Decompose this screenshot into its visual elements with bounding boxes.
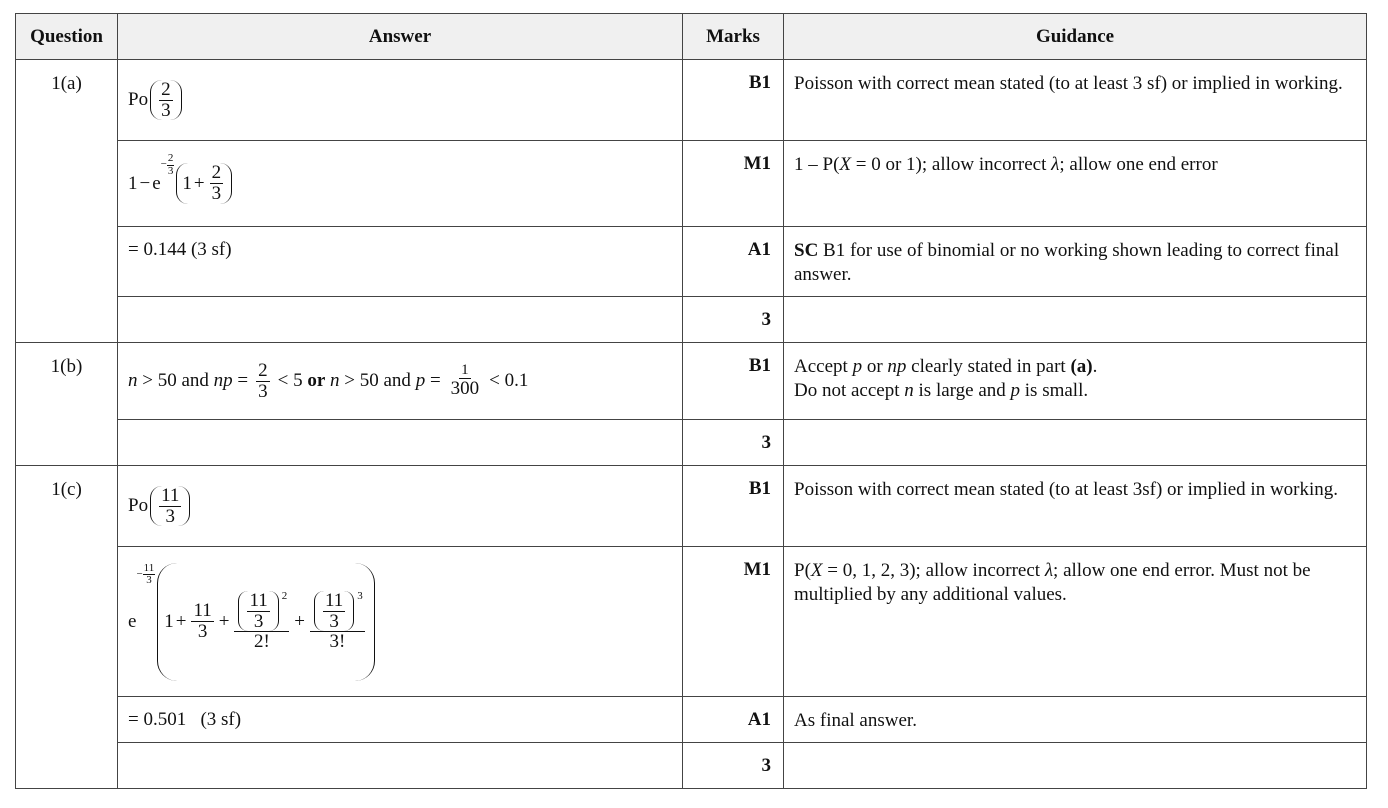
mark-scheme-table [15,13,1367,789]
fraction-denominator: 3! [329,631,346,653]
fraction-numerator: 11 [249,589,268,611]
parenthesis [150,486,190,527]
math-operator: = [232,370,249,391]
table-row [16,466,1367,547]
guidance-cell [784,297,1367,343]
answer-cell [118,60,683,141]
answer-cell [118,547,683,697]
parenthesis [157,563,375,681]
math-operator: − [160,158,167,171]
marks-cell: B1 [683,60,784,141]
answer-cell: = 0.501 (3 sf) [118,697,683,743]
math-expression [128,563,377,681]
guidance-bold: SC [794,240,819,261]
answer-cell [118,141,683,227]
answer-cell: = 0.144 (3 sf) [118,227,683,297]
poisson-symbol: Po [128,89,149,110]
guidance-text: = 0, 1, 2, 3); allow incorrect [822,560,1045,581]
fraction-numerator [234,591,289,633]
answer-cell [118,420,683,466]
table-row [16,743,1367,789]
guidance-variable: λ [1051,154,1060,175]
guidance-cell [784,420,1367,466]
math-term: 1 [164,610,174,632]
fraction-denominator: 3 [253,610,264,632]
math-variable: np [213,370,233,391]
guidance-variable: p [852,356,863,377]
header-row [16,14,1367,60]
guidance-variable: X [839,154,852,175]
fraction-numerator: 11 [161,484,180,506]
guidance-cell: Poisson with correct mean stated (to at least 3sf) or implied in working. [784,466,1367,547]
fraction-numerator [310,591,365,633]
math-operator: + [175,610,187,632]
exponent: 3 [357,589,363,602]
question-label: 1(a) [16,60,118,343]
question-label: 1(b) [16,343,118,466]
math-term: e [152,172,161,194]
math-operator: = [425,370,441,391]
math-text: < 0.1 [489,370,529,391]
question-label: 1(c) [16,466,118,789]
fraction-numerator: 2 [258,359,268,381]
fraction-denominator: 3 [167,164,174,177]
guidance-text: Do not accept [794,380,905,401]
math-text: > 50 and [339,370,416,391]
math-operator: + [193,172,205,194]
fraction-numerator: 2 [167,152,174,165]
fraction-denominator: 3 [329,610,339,632]
fraction-denominator: 3 [165,505,175,527]
guidance-variable: X [810,560,823,581]
table-row [16,547,1367,697]
math-operator: + [294,610,305,632]
answer-cell [118,343,683,420]
fraction-numerator: 11 [143,561,155,574]
answer-cell [118,297,683,343]
guidance-text: P( [794,560,811,581]
marks-total: 3 [683,420,784,466]
math-variable: n [128,370,138,391]
marks-total: 3 [683,297,784,343]
math-term: e [128,610,137,632]
fraction-numerator: 11 [325,589,344,611]
answer-cell [118,466,683,547]
table-row [16,343,1367,420]
header-answer: Answer [118,14,683,60]
guidance-bold: (a) [1070,356,1093,377]
poisson-symbol: Po [128,495,149,516]
math-text: > 50 and [137,370,214,391]
fraction-denominator: 3 [258,380,268,402]
guidance-line [794,379,1356,403]
table-row [16,141,1367,227]
header-question: Question [16,14,118,60]
marks-cell: A1 [683,227,784,297]
table-row [16,297,1367,343]
fraction-numerator: 11 [193,600,212,622]
exponent [161,153,175,177]
marks-cell: A1 [683,697,784,743]
guidance-cell [784,227,1367,297]
guidance-variable: λ [1044,560,1054,581]
math-text: < 5 [277,370,308,391]
guidance-text: 1 – P( [794,154,840,175]
table-row [16,697,1367,743]
guidance-cell [784,743,1367,789]
fraction-numerator: 2 [161,78,171,100]
guidance-cell: As final answer. [784,697,1367,743]
guidance-text: Accept [794,356,853,377]
math-expression [128,152,234,204]
guidance-text: is small. [1020,380,1089,401]
table-row [16,60,1367,141]
guidance-text: or [862,356,888,377]
guidance-text: . [1092,356,1098,377]
guidance-line [794,355,1356,379]
guidance-cell: Poisson with correct mean stated (to at least 3 sf) or implied in working. [784,60,1367,141]
math-operator: − [136,567,143,580]
guidance-variable: n [904,380,914,401]
guidance-cell [784,547,1367,697]
exponent: 2 [281,589,288,602]
guidance-text: ; allow one end error. Must not be multiplied by any additional values. [794,560,1311,605]
math-expression [128,361,528,402]
fraction-denominator: 3 [146,574,152,587]
marks-cell: M1 [683,547,784,697]
guidance-text: ; allow one end error [1059,154,1218,175]
marks-total: 3 [683,743,784,789]
header-guidance: Guidance [784,14,1367,60]
header-marks: Marks [683,14,784,60]
guidance-variable: np [887,356,907,377]
math-variable: n [325,370,340,391]
fraction-denominator: 3 [211,183,222,204]
marks-cell: M1 [683,141,784,227]
math-bold: or [307,370,326,391]
exponent [136,563,155,587]
fraction-denominator: 2! [253,631,270,653]
guidance-text: = 0 or 1); allow incorrect [851,154,1052,175]
guidance-text: B1 for use of binomial or no working shown leading to correct final answer. [794,240,1340,285]
marks-cell: B1 [683,343,784,420]
parenthesis [150,80,182,121]
guidance-variable: p [1010,380,1021,401]
marks-cell: B1 [683,466,784,547]
math-variable: p [415,370,426,391]
guidance-cell [784,343,1367,420]
fraction-numerator: 1 [461,361,469,378]
guidance-text: is large and [913,380,1011,401]
math-expression [128,80,184,121]
math-term: 1 [128,172,138,194]
guidance-text: clearly stated in part [906,356,1071,377]
math-term: 1 [182,172,192,194]
math-expression [128,486,192,527]
fraction-numerator: 2 [211,162,222,184]
math-operator: + [218,610,230,632]
guidance-cell [784,141,1367,227]
answer-cell [118,743,683,789]
fraction-denominator: 3 [161,99,171,121]
parenthesis [176,163,232,204]
table-row [16,227,1367,297]
math-operator: − [139,172,151,194]
table-row [16,420,1367,466]
fraction-denominator: 3 [197,621,208,642]
fraction-denominator: 300 [450,378,480,400]
